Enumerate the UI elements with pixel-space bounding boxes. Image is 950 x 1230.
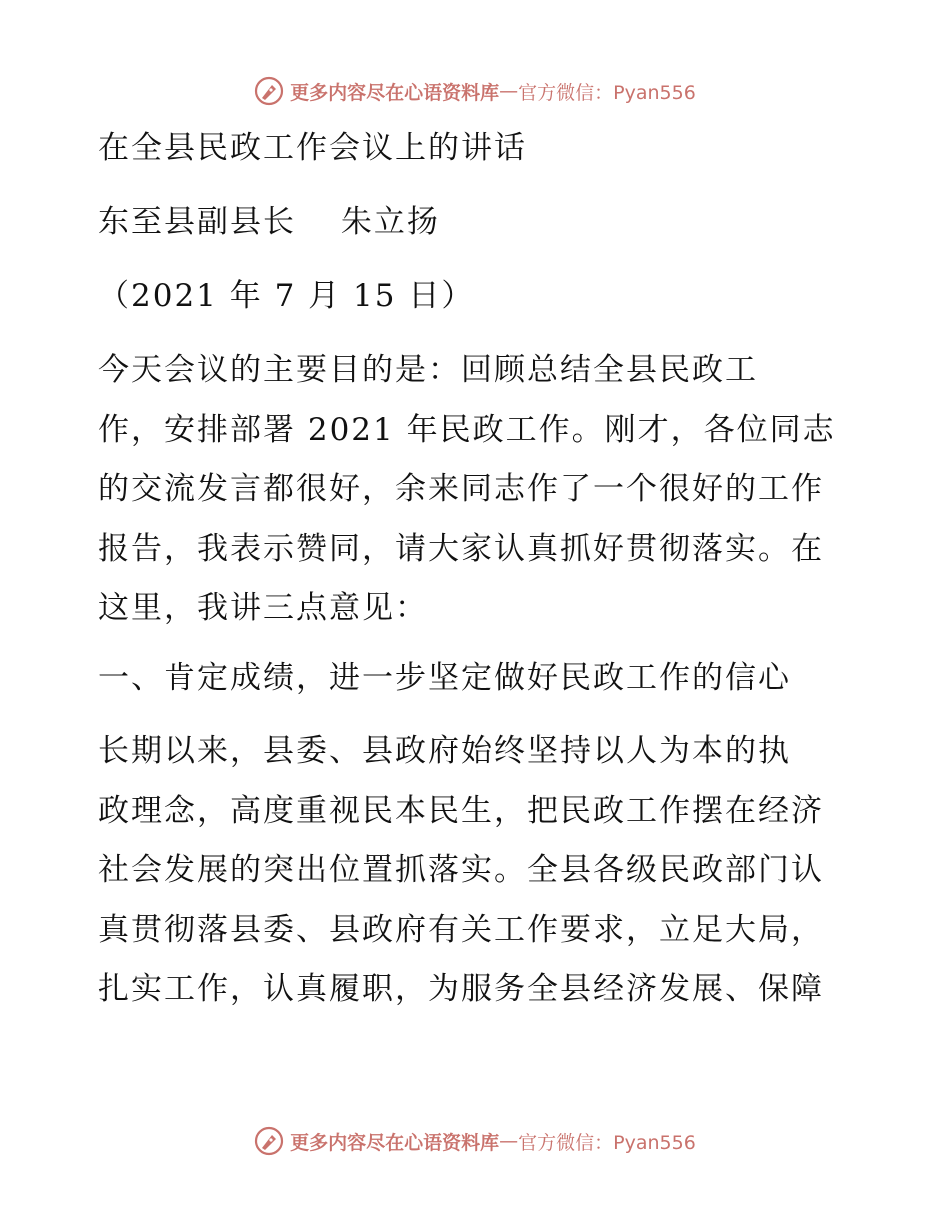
header-watermark	[0, 74, 950, 108]
watermark-dash: —	[499, 80, 519, 102]
document-title: 在全县民政工作会议上的讲话	[98, 130, 527, 166]
paragraph-line: 扎实工作，认真履职，为服务全县经济发展、保障	[98, 971, 824, 1007]
watermark-wechat: 官方微信：Pyan556	[518, 81, 696, 104]
intro-paragraph	[98, 341, 858, 639]
paragraph-line: 真贯彻落县委、县政府有关工作要求，立足大局，	[98, 911, 824, 948]
section-heading: 一、肯定成绩，进一步坚定做好民政工作的信心	[98, 660, 791, 696]
paragraph-line: 政理念，高度重视民本民生，把民政工作摆在经济	[98, 792, 824, 829]
watermark-dash: —	[499, 1130, 519, 1152]
paragraph-line: 这里，我讲三点意见：	[98, 590, 428, 626]
document-author: 东至县副县长 朱立扬	[98, 204, 440, 240]
paragraph-line: 社会发展的突出位置抓落实。全县各级民政部门认	[98, 852, 824, 888]
paragraph-line: 作，安排部署 2021 年民政工作。刚才，各位同志	[98, 411, 836, 448]
paragraph-line: 今天会议的主要目的是：回顾总结全县民政工	[98, 352, 758, 388]
pen-nib-logo-icon	[254, 76, 284, 106]
watermark-text: 更多内容尽在心语资料库	[290, 81, 500, 104]
watermark-wechat: 官方微信：Pyan556	[518, 1131, 696, 1154]
document-date: （2021 年 7 月 15 日）	[98, 278, 475, 314]
pen-nib-logo-icon	[254, 1126, 284, 1156]
paragraph-line: 报告，我表示赞同，请大家认真抓好贯彻落实。在	[98, 530, 824, 567]
section-paragraph	[98, 722, 858, 1020]
footer-watermark	[0, 1124, 950, 1158]
paragraph-line: 长期以来，县委、县政府始终坚持以人为本的执	[98, 733, 791, 769]
watermark-text: 更多内容尽在心语资料库	[290, 1131, 500, 1154]
paragraph-line: 的交流发言都很好，余来同志作了一个很好的工作	[98, 471, 824, 507]
